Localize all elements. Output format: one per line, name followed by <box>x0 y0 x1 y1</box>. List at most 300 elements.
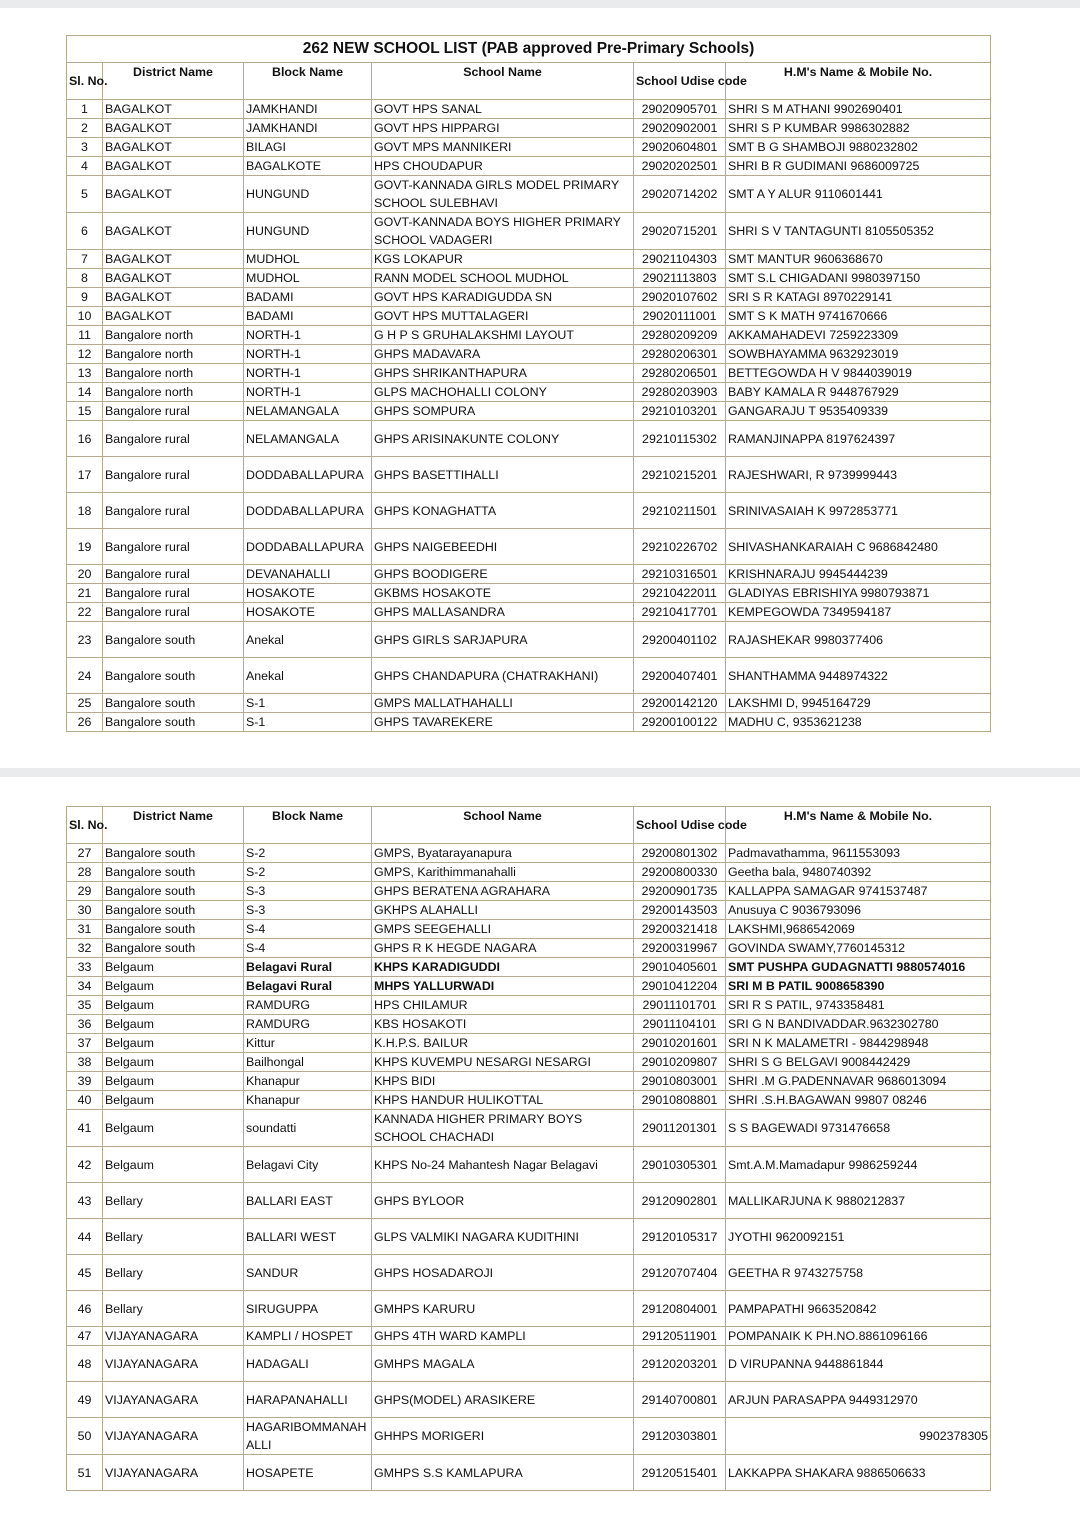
table-row <box>67 565 991 584</box>
school-name-cell: KHPS HANDUR HULIKOTTAL <box>372 1091 634 1110</box>
school-name-cell: GOVT HPS MUTTALAGERI <box>372 307 634 326</box>
sl-no-cell: 30 <box>67 901 103 920</box>
district-cell: Bangalore south <box>103 694 244 713</box>
table-row <box>67 622 991 658</box>
sl-no-cell: 11 <box>67 326 103 345</box>
district-cell: Bangalore rural <box>103 457 244 493</box>
district-cell: BAGALKOT <box>103 213 244 250</box>
school-name-cell: GHPS TAVAREKERE <box>372 713 634 732</box>
table-row <box>67 1455 991 1491</box>
udise-code-cell: 29010405601 <box>634 958 726 977</box>
sl-no-cell: 24 <box>67 658 103 694</box>
udise-code-cell: 29200401102 <box>634 622 726 658</box>
block-cell: JAMKHANDI <box>244 119 372 138</box>
sl-no-cell: 46 <box>67 1291 103 1327</box>
sl-no-cell: 39 <box>67 1072 103 1091</box>
district-cell: Bangalore rural <box>103 402 244 421</box>
hm-name-mobile-cell: SRI R S PATIL, 9743358481 <box>726 996 991 1015</box>
school-name-cell: GLPS MACHOHALLI COLONY <box>372 383 634 402</box>
header-school: School Name <box>372 63 634 100</box>
hm-name-mobile-cell: SRI M B PATIL 9008658390 <box>726 977 991 996</box>
block-cell: NORTH-1 <box>244 364 372 383</box>
school-name-cell: GHPS MALLASANDRA <box>372 603 634 622</box>
district-cell: VIJAYANAGARA <box>103 1418 244 1455</box>
table-row <box>67 1091 991 1110</box>
table-row <box>67 920 991 939</box>
district-cell: Belgaum <box>103 1110 244 1147</box>
block-cell: MUDHOL <box>244 269 372 288</box>
hm-name-mobile-cell: SMT S K MATH 9741670666 <box>726 307 991 326</box>
hm-name-mobile-cell: BETTEGOWDA H V 9844039019 <box>726 364 991 383</box>
table-row <box>67 939 991 958</box>
district-cell: Bangalore north <box>103 364 244 383</box>
header-block: Block Name <box>244 63 372 100</box>
school-name-cell: GHPS MADAVARA <box>372 345 634 364</box>
school-name-cell: HPS CHOUDAPUR <box>372 157 634 176</box>
block-cell: S-3 <box>244 901 372 920</box>
school-name-cell: GHPS BASETTIHALLI <box>372 457 634 493</box>
sl-no-cell: 36 <box>67 1015 103 1034</box>
block-cell: HOSAKOTE <box>244 584 372 603</box>
hm-name-mobile-cell: SHRI .M G.PADENNAVAR 9686013094 <box>726 1072 991 1091</box>
udise-code-cell: 29120303801 <box>634 1418 726 1455</box>
district-cell: VIJAYANAGARA <box>103 1382 244 1418</box>
school-name-cell: GMPS, Byatarayanapura <box>372 844 634 863</box>
district-cell: VIJAYANAGARA <box>103 1346 244 1382</box>
hm-name-mobile-cell: BABY KAMALA R 9448767929 <box>726 383 991 402</box>
school-name-cell: GMHPS S.S KAMLAPURA <box>372 1455 634 1491</box>
udise-code-cell: 29011201301 <box>634 1110 726 1147</box>
school-name-cell: RANN MODEL SCHOOL MUDHOL <box>372 269 634 288</box>
sl-no-cell: 14 <box>67 383 103 402</box>
udise-code-cell: 29020107602 <box>634 288 726 307</box>
sl-no-cell: 48 <box>67 1346 103 1382</box>
udise-code-cell: 29021113803 <box>634 269 726 288</box>
hm-name-mobile-cell: SHRI B R GUDIMANI 9686009725 <box>726 157 991 176</box>
sl-no-cell: 8 <box>67 269 103 288</box>
table-row <box>67 996 991 1015</box>
header-district: District Name <box>103 807 244 844</box>
sl-no-cell: 22 <box>67 603 103 622</box>
udise-code-cell: 29280206501 <box>634 364 726 383</box>
table-row <box>67 844 991 863</box>
table-title: 262 NEW SCHOOL LIST (PAB approved Pre-Primary Schools) <box>67 36 991 63</box>
udise-code-cell: 29210226702 <box>634 529 726 565</box>
school-name-cell: GOVT HPS HIPPARGI <box>372 119 634 138</box>
school-name-cell: GMHPS KARURU <box>372 1291 634 1327</box>
udise-code-cell: 29010808801 <box>634 1091 726 1110</box>
sl-no-cell: 1 <box>67 100 103 119</box>
udise-code-cell: 29200319967 <box>634 939 726 958</box>
hm-name-mobile-cell: ARJUN PARASAPPA 9449312970 <box>726 1382 991 1418</box>
udise-code-cell: 29120515401 <box>634 1455 726 1491</box>
table-row <box>67 269 991 288</box>
school-name-cell: GHPS SOMPURA <box>372 402 634 421</box>
document-page-1 <box>0 8 1080 768</box>
udise-code-cell: 29120707404 <box>634 1255 726 1291</box>
header-sl-no: Sl. No. <box>67 63 103 100</box>
header-hm: H.M's Name & Mobile No. <box>726 807 991 844</box>
sl-no-cell: 7 <box>67 250 103 269</box>
table-row <box>67 250 991 269</box>
hm-name-mobile-cell: PAMPAPATHI 9663520842 <box>726 1291 991 1327</box>
sl-no-cell: 19 <box>67 529 103 565</box>
hm-name-mobile-cell: S S BAGEWADI 9731476658 <box>726 1110 991 1147</box>
school-name-cell: GHPS 4TH WARD KAMPLI <box>372 1327 634 1346</box>
udise-code-cell: 29210417701 <box>634 603 726 622</box>
district-cell: BAGALKOT <box>103 269 244 288</box>
district-cell: Belgaum <box>103 1091 244 1110</box>
sl-no-cell: 16 <box>67 421 103 457</box>
hm-name-mobile-cell: KALLAPPA SAMAGAR 9741537487 <box>726 882 991 901</box>
block-cell: MUDHOL <box>244 250 372 269</box>
document-page-2 <box>0 777 1080 1540</box>
school-name-cell: GHPS BERATENA AGRAHARA <box>372 882 634 901</box>
district-cell: Bangalore rural <box>103 493 244 529</box>
block-cell: Kittur <box>244 1034 372 1053</box>
sl-no-cell: 45 <box>67 1255 103 1291</box>
block-cell: KAMPLI / HOSPET <box>244 1327 372 1346</box>
udise-code-cell: 29010305301 <box>634 1147 726 1183</box>
block-cell: HARAPANAHALLI <box>244 1382 372 1418</box>
table-row <box>67 882 991 901</box>
district-cell: Belgaum <box>103 1034 244 1053</box>
sl-no-cell: 13 <box>67 364 103 383</box>
udise-code-cell: 29210211501 <box>634 493 726 529</box>
udise-code-cell: 29210316501 <box>634 565 726 584</box>
block-cell: SIRUGUPPA <box>244 1291 372 1327</box>
header-row <box>67 63 991 100</box>
udise-code-cell: 29020202501 <box>634 157 726 176</box>
school-name-cell: KBS HOSAKOTI <box>372 1015 634 1034</box>
table-row <box>67 119 991 138</box>
block-cell: NELAMANGALA <box>244 421 372 457</box>
district-cell: Bangalore south <box>103 863 244 882</box>
block-cell: HUNGUND <box>244 213 372 250</box>
table-row <box>67 1418 991 1455</box>
school-name-cell: GOVT-KANNADA BOYS HIGHER PRIMARY SCHOOL VADAGERI <box>372 213 634 250</box>
hm-name-mobile-cell: SMT PUSHPA GUDAGNATTI 9880574016 <box>726 958 991 977</box>
block-cell: SANDUR <box>244 1255 372 1291</box>
school-name-cell: GKHPS ALAHALLI <box>372 901 634 920</box>
udise-code-cell: 29200407401 <box>634 658 726 694</box>
table-body-1 <box>67 100 991 732</box>
district-cell: Bangalore north <box>103 383 244 402</box>
sl-no-cell: 27 <box>67 844 103 863</box>
sl-no-cell: 20 <box>67 565 103 584</box>
table-row <box>67 603 991 622</box>
header-block: Block Name <box>244 807 372 844</box>
district-cell: BAGALKOT <box>103 157 244 176</box>
sl-no-cell: 29 <box>67 882 103 901</box>
hm-name-mobile-cell: SRI G N BANDIVADDAR.9632302780 <box>726 1015 991 1034</box>
school-name-cell: GOVT HPS SANAL <box>372 100 634 119</box>
sl-no-cell: 18 <box>67 493 103 529</box>
table-row <box>67 1015 991 1034</box>
block-cell: BADAMI <box>244 288 372 307</box>
sl-no-cell: 25 <box>67 694 103 713</box>
hm-name-mobile-cell: SHRI .S.H.BAGAWAN 99807 08246 <box>726 1091 991 1110</box>
udise-code-cell: 29120203201 <box>634 1346 726 1382</box>
school-name-cell: GLPS VALMIKI NAGARA KUDITHINI <box>372 1219 634 1255</box>
hm-name-mobile-cell: GLADIYAS EBRISHIYA 9980793871 <box>726 584 991 603</box>
header-school: School Name <box>372 807 634 844</box>
district-cell: Bangalore south <box>103 901 244 920</box>
udise-code-cell: 29280206301 <box>634 345 726 364</box>
district-cell: Bellary <box>103 1183 244 1219</box>
district-cell: Bangalore rural <box>103 421 244 457</box>
sl-no-cell: 49 <box>67 1382 103 1418</box>
hm-name-mobile-cell: MALLIKARJUNA K 9880212837 <box>726 1183 991 1219</box>
table-row <box>67 493 991 529</box>
header-row <box>67 807 991 844</box>
sl-no-cell: 15 <box>67 402 103 421</box>
district-cell: Bangalore south <box>103 622 244 658</box>
district-cell: Belgaum <box>103 1053 244 1072</box>
school-name-cell: GHPS ARISINAKUNTE COLONY <box>372 421 634 457</box>
sl-no-cell: 12 <box>67 345 103 364</box>
block-cell: HADAGALI <box>244 1346 372 1382</box>
school-name-cell: GHPS GIRLS SARJAPURA <box>372 622 634 658</box>
block-cell: S-1 <box>244 713 372 732</box>
hm-name-mobile-cell: LAKSHMI D, 9945164729 <box>726 694 991 713</box>
udise-code-cell: 29020604801 <box>634 138 726 157</box>
school-name-cell: KGS LOKAPUR <box>372 250 634 269</box>
sl-no-cell: 26 <box>67 713 103 732</box>
block-cell: Belagavi Rural <box>244 977 372 996</box>
district-cell: BAGALKOT <box>103 138 244 157</box>
udise-code-cell: 29210422011 <box>634 584 726 603</box>
udise-code-cell: 29011101701 <box>634 996 726 1015</box>
hm-name-mobile-cell: SRINIVASAIAH K 9972853771 <box>726 493 991 529</box>
school-name-cell: GHHPS MORIGERI <box>372 1418 634 1455</box>
udise-code-cell: 29200142120 <box>634 694 726 713</box>
school-name-cell: GHPS KONAGHATTA <box>372 493 634 529</box>
block-cell: NORTH-1 <box>244 383 372 402</box>
school-name-cell: KHPS No-24 Mahantesh Nagar Belagavi <box>372 1147 634 1183</box>
school-name-cell: GOVT MPS MANNIKERI <box>372 138 634 157</box>
header-hm: H.M's Name & Mobile No. <box>726 63 991 100</box>
block-cell: BALLARI EAST <box>244 1183 372 1219</box>
district-cell: Bellary <box>103 1255 244 1291</box>
table-row <box>67 713 991 732</box>
hm-name-mobile-cell: GEETHA R 9743275758 <box>726 1255 991 1291</box>
school-name-cell: KHPS BIDI <box>372 1072 634 1091</box>
school-name-cell: GKBMS HOSAKOTE <box>372 584 634 603</box>
district-cell: Bangalore south <box>103 658 244 694</box>
block-cell: Bailhongal <box>244 1053 372 1072</box>
sl-no-cell: 44 <box>67 1219 103 1255</box>
block-cell: S-4 <box>244 939 372 958</box>
school-name-cell: GHPS(MODEL) ARASIKERE <box>372 1382 634 1418</box>
district-cell: Belgaum <box>103 1147 244 1183</box>
district-cell: BAGALKOT <box>103 250 244 269</box>
district-cell: BAGALKOT <box>103 176 244 213</box>
header-district: District Name <box>103 63 244 100</box>
block-cell: BALLARI WEST <box>244 1219 372 1255</box>
hm-name-mobile-cell: LAKSHMI,9686542069 <box>726 920 991 939</box>
hm-name-mobile-cell: SMT A Y ALUR 9110601441 <box>726 176 991 213</box>
udise-code-cell: 29010803001 <box>634 1072 726 1091</box>
table-row <box>67 288 991 307</box>
table-row <box>67 421 991 457</box>
table-row <box>67 863 991 882</box>
sl-no-cell: 3 <box>67 138 103 157</box>
block-cell: NELAMANGALA <box>244 402 372 421</box>
hm-name-mobile-cell: MADHU C, 9353621238 <box>726 713 991 732</box>
table-row <box>67 1183 991 1219</box>
school-name-cell: GHPS HOSADAROJI <box>372 1255 634 1291</box>
sl-no-cell: 33 <box>67 958 103 977</box>
block-cell: NORTH-1 <box>244 345 372 364</box>
hm-name-mobile-cell: Padmavathamma, 9611553093 <box>726 844 991 863</box>
hm-name-mobile-cell: Geetha bala, 9480740392 <box>726 863 991 882</box>
block-cell: S-3 <box>244 882 372 901</box>
school-name-cell: GOVT HPS KARADIGUDDA SN <box>372 288 634 307</box>
udise-code-cell: 29210103201 <box>634 402 726 421</box>
sl-no-cell: 6 <box>67 213 103 250</box>
udise-code-cell: 29200800330 <box>634 863 726 882</box>
udise-code-cell: 29010201601 <box>634 1034 726 1053</box>
hm-name-mobile-cell: SHRI S P KUMBAR 9986302882 <box>726 119 991 138</box>
block-cell: HAGARIBOMMANAHALLI <box>244 1418 372 1455</box>
district-cell: Bellary <box>103 1291 244 1327</box>
table-row <box>67 1034 991 1053</box>
school-name-cell: KHPS KUVEMPU NESARGI NESARGI <box>372 1053 634 1072</box>
table-row <box>67 901 991 920</box>
udise-code-cell: 29020715201 <box>634 213 726 250</box>
district-cell: Bangalore rural <box>103 584 244 603</box>
udise-code-cell: 29200143503 <box>634 901 726 920</box>
hm-name-mobile-cell: SOWBHAYAMMA 9632923019 <box>726 345 991 364</box>
table-row <box>67 138 991 157</box>
udise-code-cell: 29120902801 <box>634 1183 726 1219</box>
table-row <box>67 345 991 364</box>
block-cell: BAGALKOTE <box>244 157 372 176</box>
table-row <box>67 1053 991 1072</box>
sl-no-cell: 47 <box>67 1327 103 1346</box>
block-cell: HUNGUND <box>244 176 372 213</box>
school-name-cell: KHPS KARADIGUDDI <box>372 958 634 977</box>
udise-code-cell: 29210115302 <box>634 421 726 457</box>
school-table-1 <box>66 35 991 732</box>
sl-no-cell: 51 <box>67 1455 103 1491</box>
block-cell: HOSAPETE <box>244 1455 372 1491</box>
table-row <box>67 364 991 383</box>
district-cell: Bangalore rural <box>103 603 244 622</box>
block-cell: S-2 <box>244 844 372 863</box>
hm-name-mobile-cell: GANGARAJU T 9535409339 <box>726 402 991 421</box>
block-cell: S-1 <box>244 694 372 713</box>
district-cell: Bangalore south <box>103 920 244 939</box>
table-row <box>67 1255 991 1291</box>
table-row <box>67 157 991 176</box>
school-name-cell: GMPS, Karithimmanahalli <box>372 863 634 882</box>
sl-no-cell: 2 <box>67 119 103 138</box>
udise-code-cell: 29200801302 <box>634 844 726 863</box>
district-cell: BAGALKOT <box>103 100 244 119</box>
district-cell: Belgaum <box>103 958 244 977</box>
block-cell: RAMDURG <box>244 1015 372 1034</box>
block-cell: BADAMI <box>244 307 372 326</box>
udise-code-cell: 29120804001 <box>634 1291 726 1327</box>
block-cell: Khanapur <box>244 1072 372 1091</box>
udise-code-cell: 29280203903 <box>634 383 726 402</box>
block-cell: Belagavi Rural <box>244 958 372 977</box>
hm-name-mobile-cell: RAJESHWARI, R 9739999443 <box>726 457 991 493</box>
school-name-cell: GHPS NAIGEBEEDHI <box>372 529 634 565</box>
header-udise: School Udise code <box>634 63 726 100</box>
block-cell: Belagavi City <box>244 1147 372 1183</box>
block-cell: RAMDURG <box>244 996 372 1015</box>
school-name-cell: HPS CHILAMUR <box>372 996 634 1015</box>
block-cell: JAMKHANDI <box>244 100 372 119</box>
table-row <box>67 1327 991 1346</box>
table-row <box>67 1291 991 1327</box>
udise-code-cell: 29020902001 <box>634 119 726 138</box>
block-cell: NORTH-1 <box>244 326 372 345</box>
hm-name-mobile-cell: KEMPEGOWDA 7349594187 <box>726 603 991 622</box>
sl-no-cell: 10 <box>67 307 103 326</box>
district-cell: VIJAYANAGARA <box>103 1327 244 1346</box>
school-name-cell: GMPS MALLATHAHALLI <box>372 694 634 713</box>
hm-name-mobile-cell: SHRI S G BELGAVI 9008442429 <box>726 1053 991 1072</box>
block-cell: S-2 <box>244 863 372 882</box>
sl-no-cell: 41 <box>67 1110 103 1147</box>
table-row <box>67 383 991 402</box>
udise-code-cell: 29010209807 <box>634 1053 726 1072</box>
udise-code-cell: 29200321418 <box>634 920 726 939</box>
block-cell: soundatti <box>244 1110 372 1147</box>
udise-code-cell: 29011104101 <box>634 1015 726 1034</box>
hm-name-mobile-cell: JYOTHI 9620092151 <box>726 1219 991 1255</box>
school-name-cell: GHPS BYLOOR <box>372 1183 634 1219</box>
block-cell: DODDABALLAPURA <box>244 529 372 565</box>
hm-name-mobile-cell: RAMANJINAPPA 8197624397 <box>726 421 991 457</box>
hm-name-mobile-cell: D VIRUPANNA 9448861844 <box>726 1346 991 1382</box>
block-cell: DODDABALLAPURA <box>244 457 372 493</box>
district-cell: Bellary <box>103 1219 244 1255</box>
hm-name-mobile-cell: RAJASHEKAR 9980377406 <box>726 622 991 658</box>
block-cell: DODDABALLAPURA <box>244 493 372 529</box>
district-cell: Bangalore rural <box>103 529 244 565</box>
table-row <box>67 457 991 493</box>
hm-name-mobile-cell: Anusuya C 9036793096 <box>726 901 991 920</box>
udise-code-cell: 29021104303 <box>634 250 726 269</box>
hm-name-mobile-cell: SRI N K MALAMETRI - 9844298948 <box>726 1034 991 1053</box>
district-cell: Bangalore north <box>103 326 244 345</box>
block-cell: BILAGI <box>244 138 372 157</box>
table-row <box>67 694 991 713</box>
udise-code-cell: 29200901735 <box>634 882 726 901</box>
hm-name-mobile-cell: SHRI S V TANTAGUNTI 8105505352 <box>726 213 991 250</box>
district-cell: Belgaum <box>103 1015 244 1034</box>
table-row <box>67 1346 991 1382</box>
district-cell: BAGALKOT <box>103 288 244 307</box>
district-cell: BAGALKOT <box>103 119 244 138</box>
sl-no-cell: 17 <box>67 457 103 493</box>
hm-name-mobile-cell: LAKKAPPA SHAKARA 9886506633 <box>726 1455 991 1491</box>
table-row <box>67 977 991 996</box>
udise-code-cell: 29120511901 <box>634 1327 726 1346</box>
school-name-cell: K.H.P.S. BAILUR <box>372 1034 634 1053</box>
table-row <box>67 176 991 213</box>
district-cell: Bangalore south <box>103 844 244 863</box>
school-table-2 <box>66 806 991 1491</box>
hm-name-mobile-cell: SHIVASHANKARAIAH C 9686842480 <box>726 529 991 565</box>
hm-name-mobile-cell: Smt.A.M.Mamadapur 9986259244 <box>726 1147 991 1183</box>
sl-no-cell: 9 <box>67 288 103 307</box>
